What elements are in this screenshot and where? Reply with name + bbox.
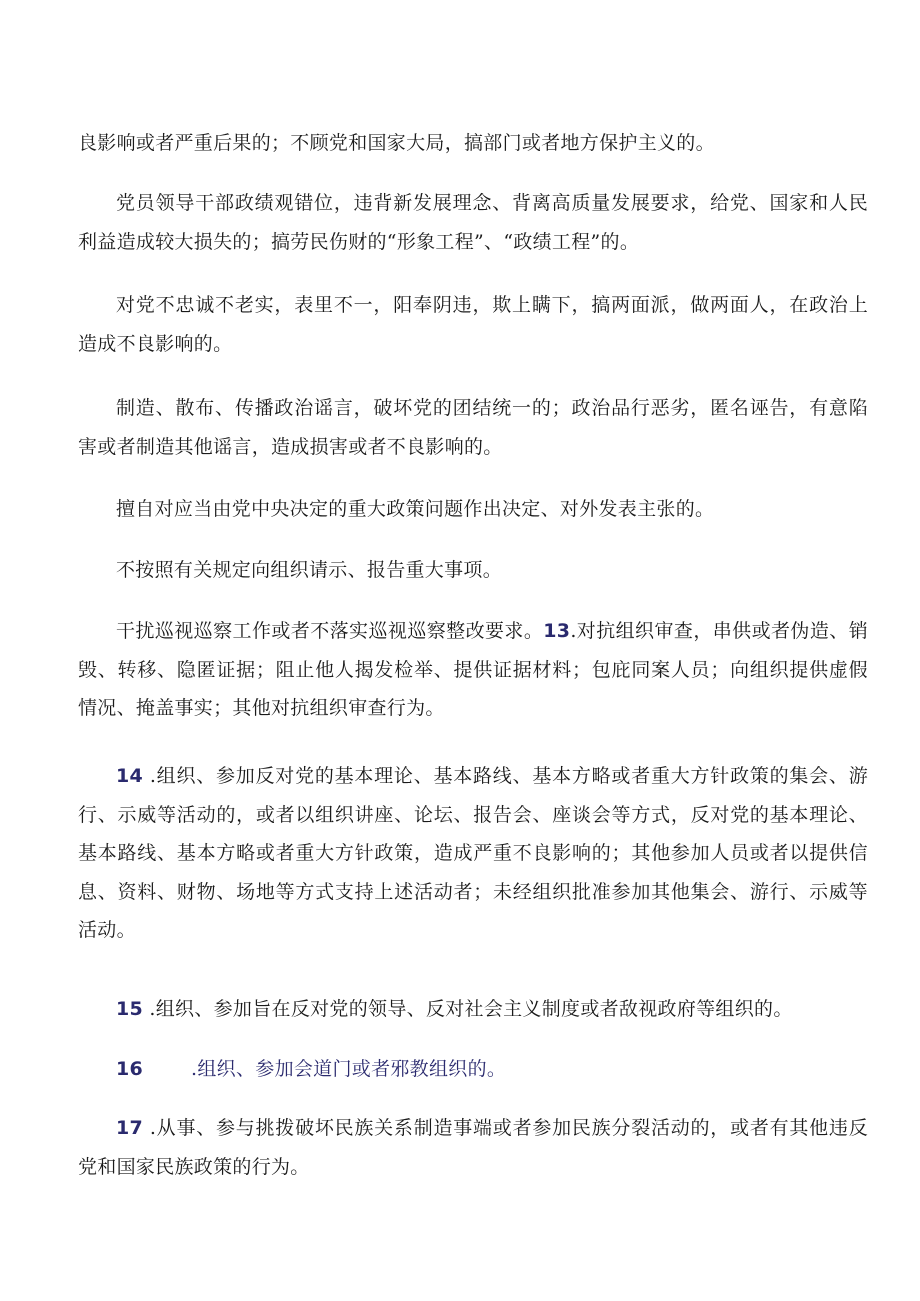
item-number-14: 14 xyxy=(116,765,144,787)
item-number-17: 17 xyxy=(116,1117,144,1139)
paragraph-2: 对党不忠诚不老实，表里不一，阳奉阴违，欺上瞒下，搞两面派，做两面人，在政治上造成不良影响的。 xyxy=(78,294,868,355)
item-number-15: 15 xyxy=(116,998,144,1020)
item-number-13: 13 xyxy=(543,620,571,642)
paragraph-5: 不按照有关规定向组织请示、报告重大事项。 xyxy=(116,559,503,581)
paragraph-7 xyxy=(78,757,868,950)
paragraph-10-text: .从事、参与挑拨破坏民族关系制造事端或者参加民族分裂活动的，或者有其他违反党和国家民族政策的行为。 xyxy=(78,1117,868,1178)
paragraph-6 xyxy=(78,612,868,728)
paragraph-1: 党员领导干部政绩观错位，违背新发展理念、背离高质量发展要求，给党、国家和人民利益造成较大损失的；搞劳民伤财的“形象工程”、“政绩工程”的。 xyxy=(78,192,868,253)
paragraph-0: 良影响或者严重后果的；不顾党和国家大局，搞部门或者地方保护主义的。 xyxy=(78,132,715,154)
paragraph-4: 擅自对应当由党中央决定的重大政策问题作出决定、对外发表主张的。 xyxy=(116,498,715,520)
item-number-16: 16 xyxy=(116,1058,144,1080)
paragraph-9 xyxy=(78,1050,868,1089)
paragraph-8-text: .组织、参加旨在反对党的领导、反对社会主义制度或者敌视政府等组织的。 xyxy=(143,998,793,1020)
paragraph-9-text: .组织、参加会道门或者邪教组织的。 xyxy=(191,1058,507,1080)
paragraph-7-text: .组织、参加反对党的基本理论、基本路线、基本方略或者重大方针政策的集会、游行、示威等活动的，或者以组织讲座、论坛、报告会、座谈会等方式，反对党的基本理论、基本路线、基本方略或者重大方针政策，造成严重不良影响的；其他参加人员或者以提供信息、资料、财物、场地等方式支持上述活动者；未经组织批准参加其他集会、游行、示威等活动。 xyxy=(78,765,868,941)
paragraph-6-text-b: .对抗组织审查，串供或者伪造、销毁、转移、隐匿证据；阻止他人揭发检举、提供证据材料；包庇同案人员；向组织提供虚假情况、掩盖事实；其他对抗组织审查行为。 xyxy=(78,620,868,719)
paragraph-10 xyxy=(78,1109,868,1186)
paragraph-8 xyxy=(78,990,868,1029)
paragraph-3: 制造、散布、传播政治谣言，破坏党的团结统一的；政治品行恶劣，匿名诬告，有意陷害或者制造其他谣言，造成损害或者不良影响的。 xyxy=(78,397,868,458)
paragraph-6-text-a: 干扰巡视巡察工作或者不落实巡视巡察整改要求。 xyxy=(116,620,544,642)
